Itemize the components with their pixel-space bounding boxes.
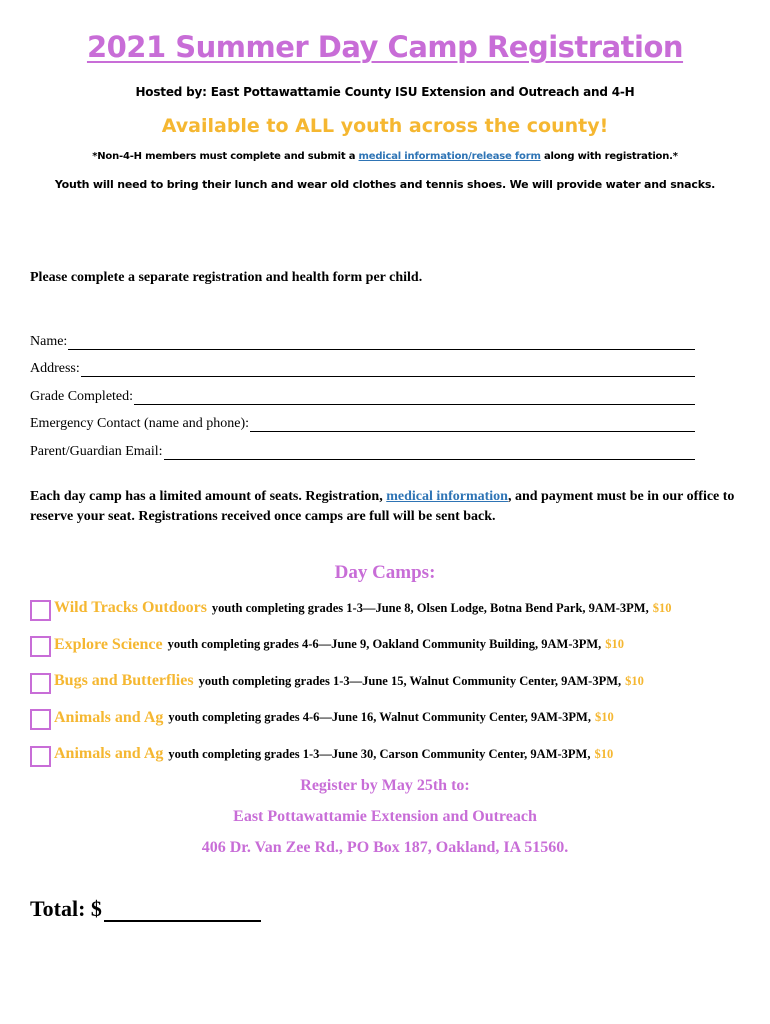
hosted-by: Hosted by: East Pottawattamie County ISU Extension and Outreach and 4-H <box>135 85 635 99</box>
register-address: 406 Dr. Van Zee Rd., PO Box 187, Oakland, IA 51560. <box>201 839 569 856</box>
camp-checkbox[interactable] <box>30 709 51 730</box>
camp-name: Animals and Ag <box>54 745 164 763</box>
grade-input-line[interactable] <box>134 389 695 405</box>
grade-field <box>30 377 695 405</box>
guardian-email-field <box>30 432 695 460</box>
camp-price: $10 <box>594 746 614 761</box>
total-label: Total: $ <box>30 896 102 921</box>
guardian-email-input-line[interactable] <box>164 444 695 460</box>
field-label: Parent/Guardian Email: <box>30 443 163 459</box>
camp-item <box>30 700 765 737</box>
medical-information-link[interactable]: medical information <box>386 489 508 504</box>
camp-price: $10 <box>652 600 672 615</box>
camp-checkbox[interactable] <box>30 600 51 621</box>
camp-name: Explore Science <box>54 635 163 653</box>
camp-item <box>30 590 765 627</box>
camp-list <box>30 590 765 773</box>
field-label: Emergency Contact (name and phone): <box>30 416 249 431</box>
registration-fields <box>30 322 695 460</box>
register-block <box>0 773 770 866</box>
camp-price: $10 <box>625 673 644 688</box>
camp-details: youth completing grades 1-3—June 15, Walnut Community Center, 9AM-3PM, <box>198 673 622 688</box>
seats-note-post: , and payment must be in our office to reserve your seat. Registrations received once camps are full will be sent back. <box>30 489 735 524</box>
form-intro: Please complete a separate registration and health form per child. <box>30 270 423 285</box>
nonmember-note <box>0 151 770 162</box>
seats-note-pre: Each day camp has a limited amount of seats. Registration, <box>30 489 387 504</box>
camp-name: Bugs and Butterflies <box>54 672 194 690</box>
camp-item <box>30 663 765 700</box>
address-input-line[interactable] <box>81 361 695 377</box>
seats-note <box>30 487 750 527</box>
camp-item <box>30 736 765 773</box>
register-deadline: Register by May 25th to: <box>300 777 470 794</box>
total-field <box>30 896 261 922</box>
total-input-line[interactable] <box>104 900 261 922</box>
availability-note: Available to ALL youth across the county! <box>161 115 609 137</box>
camp-details: youth completing grades 4-6—June 9, Oakland Community Building, 9AM-3PM, <box>167 637 602 652</box>
page-title: 2021 Summer Day Camp Registration <box>86 30 684 64</box>
camp-item <box>30 627 765 664</box>
bring-note: Youth will need to bring their lunch and wear old clothes and tennis shoes. We will provide water and snacks. <box>54 178 716 191</box>
register-office: East Pottawattamie Extension and Outreach <box>233 808 537 825</box>
name-field <box>30 322 695 350</box>
camp-price: $10 <box>605 637 625 652</box>
nonmember-note-pre: *Non-4-H members must complete and submit a <box>92 151 359 162</box>
medical-release-form-link[interactable]: medical information/release form <box>358 151 541 162</box>
name-input-line[interactable] <box>68 334 695 350</box>
camp-checkbox[interactable] <box>30 636 51 657</box>
field-label: Name: <box>30 333 68 349</box>
camp-name: Animals and Ag <box>54 708 164 726</box>
field-label: Address: <box>30 361 80 376</box>
camp-checkbox[interactable] <box>30 673 51 694</box>
camp-price: $10 <box>594 710 614 725</box>
field-label: Grade Completed: <box>30 388 134 404</box>
address-field <box>30 350 695 378</box>
camp-details: youth completing grades 1-3—June 30, Carson Community Center, 9AM-3PM, <box>168 746 591 761</box>
emergency-contact-field <box>30 405 695 433</box>
camp-name: Wild Tracks Outdoors <box>54 599 207 617</box>
emergency-contact-input-line[interactable] <box>250 416 695 432</box>
day-camps-heading: Day Camps: <box>334 562 436 583</box>
camp-details: youth completing grades 1-3—June 8, Olsen Lodge, Botna Bend Park, 9AM-3PM, <box>211 600 649 615</box>
camp-details: youth completing grades 4-6—June 16, Walnut Community Center, 9AM-3PM, <box>168 710 591 725</box>
nonmember-note-post: along with registration.* <box>540 151 678 162</box>
camp-checkbox[interactable] <box>30 746 51 767</box>
